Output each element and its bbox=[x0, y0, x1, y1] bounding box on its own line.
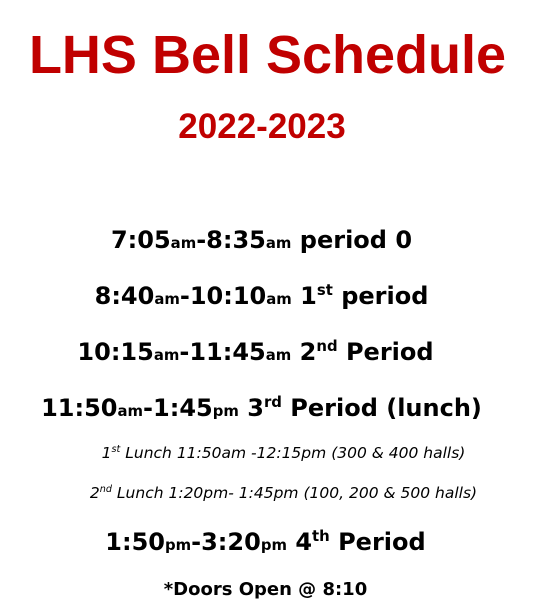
period-start-ampm: am bbox=[170, 234, 197, 252]
period-end-time: 10:10 bbox=[189, 282, 267, 310]
lunch-end-ampm: pm bbox=[273, 484, 299, 502]
period-end-ampm: am bbox=[265, 234, 292, 252]
period-row-1 bbox=[0, 280, 529, 315]
period-time-separator: - bbox=[196, 226, 207, 254]
period-end-ampm: am bbox=[265, 346, 292, 364]
lunch-ordinal-number: 1 bbox=[101, 444, 112, 462]
period-end-ampm: pm bbox=[212, 402, 239, 420]
lunch-halls: (300 & 400 halls) bbox=[331, 444, 466, 462]
period-start-ampm: am bbox=[153, 346, 180, 364]
schedule-title: LHS Bell Schedule bbox=[28, 25, 507, 85]
period-row-2 bbox=[0, 336, 523, 371]
period-end-time: 1:45 bbox=[153, 394, 213, 422]
period-label: period 0 bbox=[299, 226, 413, 254]
period-start-time: 1:50 bbox=[105, 528, 165, 556]
period-ordinal-suffix: nd bbox=[316, 337, 338, 355]
period-end-time: 3:20 bbox=[201, 528, 261, 556]
lunch-end-ampm: pm bbox=[301, 444, 327, 462]
period-ordinal-number: 3 bbox=[247, 394, 264, 422]
period-label: Period bbox=[345, 338, 434, 366]
doors-open-note: *Doors Open @ 8:10 bbox=[163, 579, 368, 600]
period-label: Period bbox=[338, 528, 426, 556]
period-end-time: 8:35 bbox=[206, 226, 266, 254]
period-ordinal-suffix: st bbox=[316, 281, 333, 299]
period-label: period bbox=[341, 282, 429, 310]
lunch-label: Lunch bbox=[116, 484, 164, 502]
lunch-halls: (100, 200 & 500 halls) bbox=[303, 484, 478, 502]
lunch-ordinal-number: 2 bbox=[89, 484, 100, 502]
lunch-start-time: 1:20 bbox=[168, 484, 204, 502]
lunch-end-time: 12:15 bbox=[256, 444, 302, 462]
period-time-separator: - bbox=[191, 528, 202, 556]
period-start-ampm: am bbox=[154, 290, 180, 308]
period-start-time: 11:50 bbox=[41, 394, 118, 422]
period-time-separator: - bbox=[179, 282, 190, 310]
lunch-row-1 bbox=[16, 443, 535, 463]
period-start-time: 10:15 bbox=[77, 338, 154, 366]
period-ordinal-number: 1 bbox=[300, 282, 317, 310]
lunch-ordinal-suffix: st bbox=[111, 443, 121, 455]
period-ordinal-suffix: rd bbox=[263, 393, 282, 411]
period-end-ampm: am bbox=[266, 290, 292, 308]
period-time-separator: - bbox=[143, 394, 154, 422]
period-row-3 bbox=[0, 392, 529, 427]
period-ordinal-number: 4 bbox=[295, 528, 313, 556]
period-start-time: 8:40 bbox=[94, 282, 155, 310]
period-end-ampm: pm bbox=[260, 536, 287, 554]
period-start-ampm: pm bbox=[164, 536, 192, 554]
period-ordinal-number: 2 bbox=[299, 338, 317, 366]
lunch-start-ampm: am bbox=[221, 444, 247, 462]
lunch-label: Lunch bbox=[125, 444, 172, 462]
lunch-start-time: 11:50 bbox=[176, 444, 222, 462]
period-start-ampm: am bbox=[117, 402, 144, 420]
period-row-0 bbox=[0, 224, 529, 259]
period-label: Period (lunch) bbox=[290, 394, 482, 422]
period-row-4 bbox=[0, 526, 533, 561]
lunch-time-separator: - bbox=[246, 444, 257, 462]
period-start-time: 7:05 bbox=[110, 226, 171, 254]
lunch-start-ampm: pm bbox=[203, 484, 229, 502]
period-end-time: 11:45 bbox=[189, 338, 266, 366]
school-year: 2022-2023 bbox=[178, 107, 346, 146]
lunch-time-separator: - bbox=[228, 484, 239, 502]
period-ordinal-suffix: th bbox=[312, 527, 330, 545]
lunch-ordinal-suffix: nd bbox=[99, 483, 112, 495]
lunch-end-time: 1:45 bbox=[238, 484, 274, 502]
lunch-row-2 bbox=[16, 483, 535, 503]
period-time-separator: - bbox=[179, 338, 190, 366]
